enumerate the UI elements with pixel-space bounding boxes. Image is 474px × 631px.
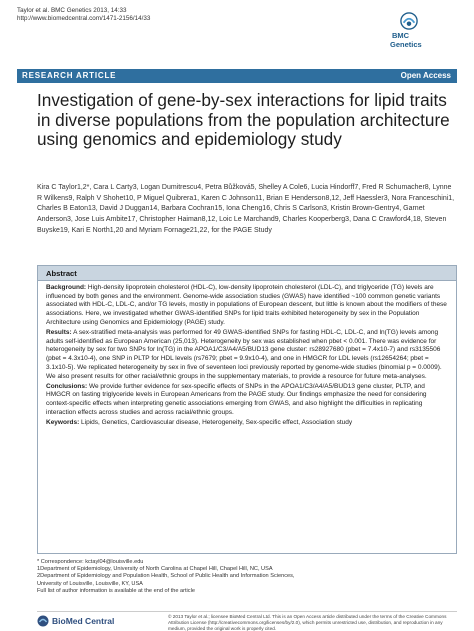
bmc-genetics-logo <box>380 12 440 54</box>
results-label: Results: <box>46 329 72 337</box>
abstract-results <box>46 329 450 381</box>
article-url-link[interactable]: http://www.biomedcentral.com/1471-2156/14/33 <box>17 15 151 22</box>
conclusions-text: We provide further evidence for sex-specific effects of SNPs in the APOA1/C3/A4/A5/BUD13 gene cluster, PLTP, and HMGCR on fasting triglyceride levels in European Americans from the PAGE study. Our findings emphasize the need for considering context-specific effects when interpreting genetic associations emerging from GWAS, and also highlight the difficulties in replicating interaction effects across studies and across racial/ethnic groups. <box>46 382 427 416</box>
citation-header <box>17 7 150 23</box>
abstract-heading: Abstract <box>38 266 456 281</box>
footnotes <box>37 559 297 595</box>
logo-line-2: Genetics <box>390 40 422 49</box>
keywords-text: Lipids, Genetics, Cardiovascular disease, Heterogeneity, Sex-specific effect, Association study <box>81 419 353 427</box>
article-type-banner <box>17 69 457 83</box>
biomed-central-logo <box>37 614 147 630</box>
logo-line-1: BMC <box>392 31 410 40</box>
copyright-notice: © 2013 Taylor et al.; licensee BioMed Central Ltd. This is an Open Access article distributed under the terms of the Creative Commons Attribution License (http://creativecommons.org/licenses/by/2.0), which permits unrestricted use, distribution, and reproduction in any medium, provided the original work is properly cited. <box>168 614 447 631</box>
abstract-background <box>46 284 450 328</box>
keywords-label: Keywords: <box>46 419 80 427</box>
results-text: A sex-stratified meta-analysis was performed for 49 GWAS-identified SNPs for fasting HDL-C, LDL-C, and ln(TG) levels among adults self-identified as European American (25,013). Heterogeneity by sex was established when pbet < 0.001. There was evidence for heterogeneity by sex for two SNPs for ln(TG) in the APOA1/C3/A4/A5/BUD13 gene cluster: rs28927680 (pbet = 7.4x10-7) and rs3135506 (pbet = 4.3x10-4), one SNP in PLTP for HDL levels (rs7679; pbet = 9.9x10-4), and one in HMGCR for LDL levels (rs12654264; pbet = 3.1x10-5). We replicated heterogeneity by sex in five of seventeen loci previously reported by genome-wide studies (binomial p = 0.0009). We also present results for other racial/ethnic groups in the supplementary materials, to provide a resource for future meta-analyses. <box>46 329 442 380</box>
conclusions-label: Conclusions: <box>46 382 88 390</box>
background-text: High-density lipoprotein cholesterol (HDL-C), low-density lipoprotein cholesterol (LDL-C), and triglyceride (TG) levels are influenced by both genes and the environment. Genome-wide association studies (GWAS) have identified ~100 common genetic variants associated with HDL-C, LDL-C, and/or TG levels, mostly in populations of European descent, but little is known about the modifiers of these associations. Here, we investigated whether GWAS-identified SNPs for lipid traits exhibited heterogeneity by sex in the Population Architecture using Genomics and Epidemiology (PAGE) study. <box>46 284 447 326</box>
abstract-conclusions <box>46 383 450 418</box>
abstract-keywords <box>46 419 450 428</box>
bmc-logo-icon <box>400 12 418 30</box>
article-title: Investigation of gene-by-sex interactions for lipid traits in diverse populations from the population architecture using genomics and epidemiology study <box>37 90 450 150</box>
author-list: Kira C Taylor1,2*, Cara L Carty3, Logan Dumitrescu4, Petra Bůžková5, Shelley A Cole6, Lucia Hindorff7, Fred R Schumacher8, Lynne R Wilkens9, Ralph V Shohet10, P Miguel Quibrera1, Karen C Johnson11, Brian E Henderson8,12, Jeff Haessler3, Nora Franceschini1, Charles B Eaton13, David J Duggan14, Barbara Cochran15, Iona Cheng16, Chris S Carlson3, Kristin Brown-Gentry4, Garnet Anderson3, Jose Luis Ambite17, Christopher Haiman8,12, Loic Le Marchand9, Charles Kooperberg3, Dana C Crawford4,18, Steven Buyske19, Kari E North1,20 and Myriam Fornage21,22, for the PAGE Study <box>37 184 455 234</box>
background-label: Background: <box>46 284 87 291</box>
biomed-central-text: BioMed Central <box>52 616 115 626</box>
article-type-label: RESEARCH ARTICLE <box>22 71 117 80</box>
footer-divider <box>37 611 457 612</box>
affiliation-1: 1Department of Epidemiology, University of North Carolina at Chapel Hill, Chapel Hill, NC, USA <box>37 566 273 573</box>
abstract-body <box>38 281 456 428</box>
author-info-note: Full list of author information is available at the end of the article <box>37 587 195 594</box>
biomed-central-icon <box>37 615 49 627</box>
open-access-label: Open Access <box>400 71 451 80</box>
abstract-box <box>37 265 457 554</box>
citation-text: Taylor et al. BMC Genetics 2013, 14:33 <box>17 7 127 14</box>
correspondence-note: * Correspondence: kctayl04@louisville.edu <box>37 559 144 565</box>
affiliation-2: 2Department of Epidemiology and Population Health, School of Public Health and Information Sciences, University of Louisville, Louisville, KY, USA <box>37 573 295 587</box>
